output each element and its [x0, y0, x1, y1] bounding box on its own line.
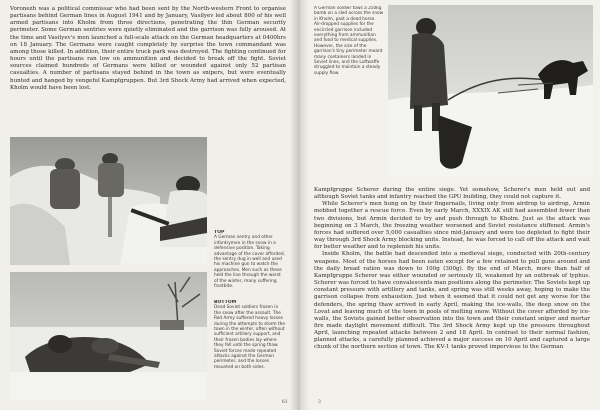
- photo-dead-soviet-soldiers: [10, 272, 207, 400]
- photo-bottom-image: [10, 272, 207, 400]
- right-body-text: [314, 187, 590, 407]
- photo-right-image: [388, 5, 593, 177]
- caption-top-text: A German sentry and other infantrymen in the snow in a defensive position. Taking advantage of the cover afforded, the sentry dug in well and used his machine gun to watch the approaches. Men such as these held the line through the worst of the winter, many suffering frostbite.: [214, 235, 285, 290]
- right-paragraph-1: Kampfgruppe Scherer during the entire siege. Yet somehow, Scherer's men held out and although Soviet tanks and infantry reached the GPU building, they could not capture it.: [314, 187, 590, 201]
- photo-german-soldiers-in-snow: [10, 137, 207, 265]
- left-body-text: Voronezh was a political commissar who had been sent by the North-western Front to organise partisans behind German lines in August 1941 and by January, Vasilyev led about 800 of his well armed partisans into Kholm from three directions, penetrating the thin German security perimeter. Some German sentries were quietly eliminated and the garrison was fully aroused. At the time and Vasilyev's men launched a full-scale attack on the German headquarters at 0400hrs on 18 January. The Germans were caught completely by surprise the town commandant was among those killed. In addition, their entire truck park was destroyed. The fighting continued for hours until the partisans ran low on ammunition and decided to break off the fight. Soviet sources claimed hundreds of Germans were killed or wounded against only 52 partisan casualties. A number of partisans stayed behind in the town as snipers, but were eventually hunted and hanged by vengeful Kampfgruppen. But 3rd Shock Army had arrived when expected, Kholm would have been lost.: [10, 6, 286, 91]
- right-paragraph-3: Inside Kholm, the battle had descended into a medieval siege, conducted with 20th-century weapons. Most of the horses had been eaten except for a few retained to pull guns around and the daily bread ration was down to 100g (300g). By the end of March, more than half of Kampfgruppe Scherer was either wounded or seriously ill, weakened by an outbreak of typhus. Scherer was forced to have convalescents man positions along the perimeter. The Soviets kept up constant pressure with artillery and tanks, and spring was still weeks away, hoping to make the garrison collapse from exhaustion. Just when it seemed that it could not get any worse for the defenders, the spring thaw arrived in early April, making the ice-walls, the deep snow on the Lovat and leaving much of the town in pools of melting snow. Without the cover afforded by ice-walls, the Soviets gained better observation into the town and their constant sniper and mortar fire made daylight movement difficult. The 3rd Shock Army kept up the pressure throughout April, launching repeated attacks between 2 and 18 April. In contrast to their normal fashion, planned attacks, a carefully planned achieved a major success on 10 April and captured a large chunk of the northern section of town. The KV-1 tanks proved impervious to the German: [314, 251, 590, 351]
- caption-top: [214, 230, 286, 290]
- photo-top-image: [10, 137, 207, 265]
- photo-soldier-towing-bomb: [388, 5, 593, 177]
- book-gutter: [290, 0, 310, 410]
- right-paragraph-2: While Scherer's men hung on by their fingernails, living only from airdrop to airdrop, Armin mobbed together a rescue force. Even by early March, XXXIX AK still had assembled fewer than two divisions, but Armin decided to try and push through to Kholm. Just as the attack was beginning on 3 March, the freezing weather worsened and Soviet resistance stiffened. Armin's forces had suffered over 5,000 casualties since mid-January and were too depleted to fight their way through 3rd Shock Army blocking units. Instead, he was forced to call off the attack and wait for better weather and to replenish his units.: [314, 201, 590, 251]
- right-page-number: 3: [318, 400, 321, 405]
- caption-top-heading: TOP: [214, 230, 225, 235]
- right-page: [300, 0, 600, 410]
- right-caption: A German soldier tows a 250kg bomb on a sled across the snow in Kholm, past a dead horse. Air-dropped supplies for the encircled garrison included everything from ammunition and food to medical supplies. However, the size of the garrison's tiny perimeter meant many containers landed in Soviet lines, and the Luftwaffe struggled to maintain a steady supply flow.: [314, 6, 384, 76]
- caption-bottom-heading: BOTTOM: [214, 300, 237, 305]
- caption-bottom: [214, 300, 286, 392]
- caption-bottom-text: Dead Soviet soldiers frozen in the snow after the assault. The Red Army suffered heavy losses during the attempts to storm the town in the winter, often without sufficient artillery support, and their frozen bodies lay where they fell until the spring thaw. Soviet forces made repeated attacks against the German perimeter, and the losses mounted on both sides.: [214, 305, 286, 370]
- left-page-number: 61: [282, 400, 288, 405]
